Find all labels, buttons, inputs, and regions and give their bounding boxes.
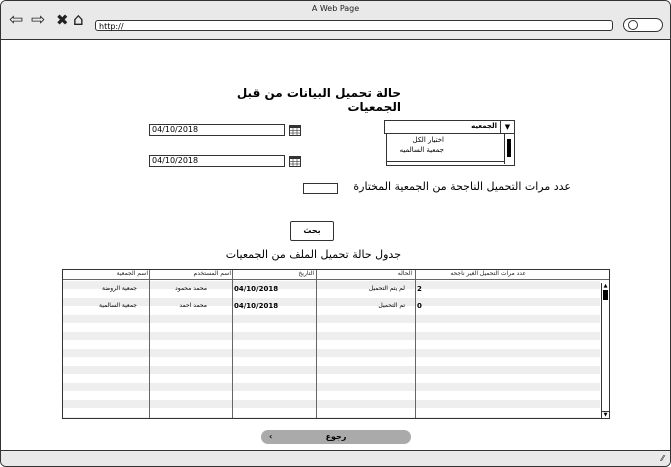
chevron-down-icon[interactable]: ▼ [500, 121, 514, 133]
association-option-salmiya[interactable]: جمعية السالميه [399, 146, 444, 154]
window-title: A Web Page [311, 4, 360, 13]
table-cell-association: جمعية الروضة [101, 285, 137, 292]
search-icon [628, 20, 638, 30]
table-cell-failed-count: 0 [417, 302, 422, 310]
table-header-username: اسم المستخدم [193, 270, 231, 277]
chevron-left-icon: ‹ [269, 432, 273, 441]
close-icon[interactable]: ✖ [56, 11, 69, 29]
browser-toolbar [1, 1, 670, 40]
search-button[interactable]: بحث [290, 221, 334, 241]
table-cell-date: 04/10/2018 [234, 285, 279, 293]
calendar-icon[interactable] [289, 155, 301, 167]
list-divider [387, 161, 505, 162]
status-bar [1, 450, 670, 467]
address-bar[interactable]: http:// [95, 20, 613, 31]
resize-grip-icon[interactable]: ⁄⁄ [661, 454, 664, 463]
success-count-field [303, 183, 338, 194]
table-header-status: الحاله [397, 270, 412, 277]
browser-search-field[interactable] [623, 18, 663, 32]
association-select[interactable] [384, 120, 515, 134]
table-cell-failed-count: 2 [417, 285, 422, 293]
table-cell-username: محمد محمود [175, 285, 207, 292]
home-icon[interactable]: ⌂ [73, 10, 84, 30]
back-button-label: رجوع [325, 432, 347, 441]
table-row-stripe [63, 366, 600, 374]
scroll-up-icon[interactable]: ▲ [603, 283, 608, 289]
table-cell-association: جمعية السالمية [98, 302, 137, 309]
table-cell-status: لم يتم التحميل [368, 285, 405, 292]
back-arrow-icon[interactable]: ⇦ [9, 10, 24, 30]
association-option-all[interactable]: اختيار الكل [412, 136, 444, 144]
table-header-failed-count: عدد مرات التحميل الغير ناجحه [450, 270, 526, 277]
table-row-stripe [63, 349, 600, 357]
association-options-list[interactable] [386, 134, 515, 166]
back-button[interactable] [261, 430, 411, 444]
calendar-icon[interactable] [289, 124, 301, 136]
page-title: حالة تحميل البيانات من قبل الجمعيات [236, 86, 401, 114]
scrollbar[interactable] [504, 134, 514, 164]
scrollbar-thumb[interactable] [507, 139, 511, 157]
table-cell-status: تم التحميل [378, 302, 405, 309]
upload-status-table [62, 269, 610, 419]
association-dropdown[interactable] [384, 120, 515, 166]
forward-arrow-icon[interactable]: ⇨ [31, 10, 46, 30]
table-row-stripe [63, 315, 600, 323]
table-cell-date: 04/10/2018 [234, 302, 279, 310]
table-row[interactable] [63, 281, 600, 297]
table-row-stripe [63, 383, 600, 391]
table-row-stripe [63, 400, 600, 408]
scroll-down-icon[interactable]: ▼ [603, 412, 608, 418]
success-count-label: عدد مرات التحميل الناجحة من الجمعية المختارة [353, 180, 571, 193]
association-select-label: الجمعيه [471, 122, 497, 130]
date-to-input[interactable]: 04/10/2018 [149, 155, 285, 167]
scrollbar-thumb[interactable] [603, 290, 608, 300]
table-row-stripe [63, 417, 600, 419]
table-scrollbar[interactable] [601, 283, 609, 418]
table-title: جدول حالة تحميل الملف من الجمعيات [225, 248, 401, 261]
table-header-association: اسم الجمعية [116, 270, 148, 277]
table-header-date: التاريخ [298, 270, 314, 277]
date-from-input[interactable]: 04/10/2018 [149, 124, 285, 136]
table-cell-username: محمد احمد [179, 302, 207, 309]
table-row-stripe [63, 332, 600, 340]
table-row[interactable] [63, 298, 600, 314]
